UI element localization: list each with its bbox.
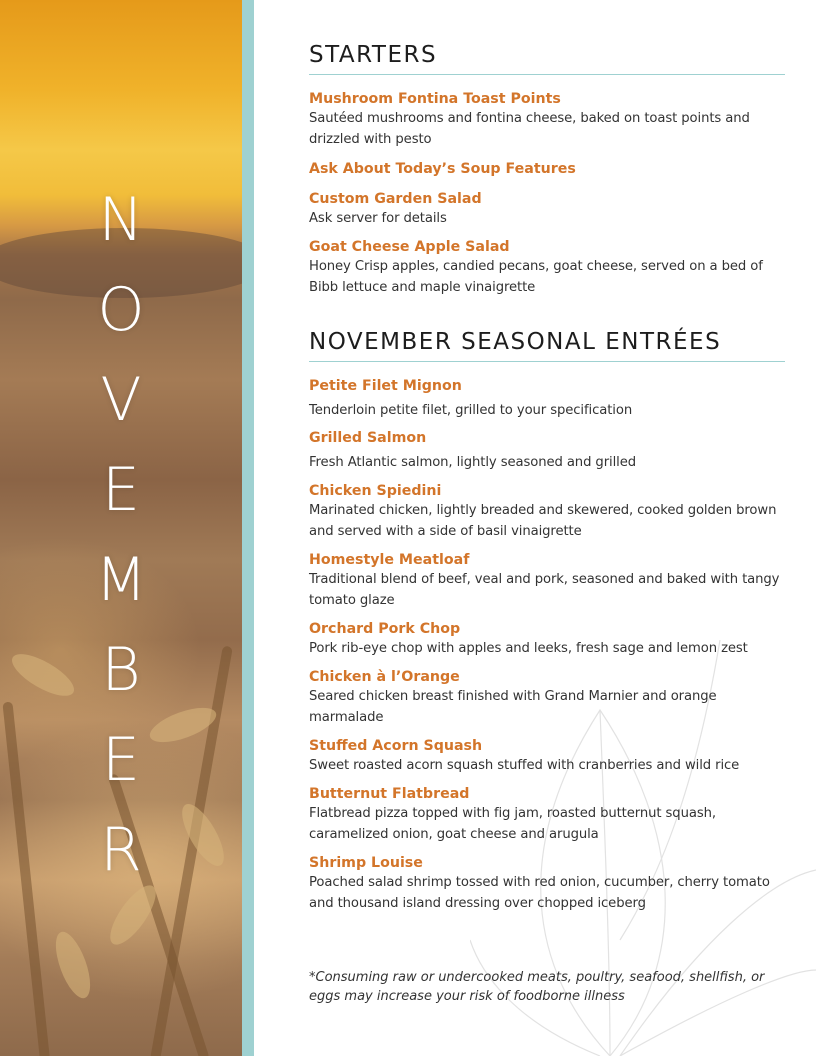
item-description: Sweet roasted acorn squash stuffed with cranberries and wild rice <box>309 758 740 773</box>
entrees-heading: NOVEMBER SEASONAL ENTRÉES <box>309 329 785 362</box>
item-description: Flatbread pizza topped with fig jam, roasted butternut squash, caramelized onion, goat cheese and arugula <box>309 806 716 842</box>
accent-stripe <box>242 0 254 1056</box>
item-description: Traditional blend of beef, veal and pork, seasoned and baked with tangy tomato glaze <box>309 572 780 608</box>
item-name: Orchard Pork Chop <box>309 621 461 637</box>
month-letter: V <box>100 365 142 435</box>
entree-item-meatloaf <box>309 551 785 611</box>
item-name: Butternut Flatbread <box>309 786 470 802</box>
item-description: Poached salad shrimp tossed with red onion, cucumber, cherry tomato and thousand island dressing over chopped iceberg <box>309 875 770 911</box>
entree-item-flatbread <box>309 785 785 845</box>
starter-item-soup <box>309 160 785 178</box>
month-letter: B <box>101 635 141 705</box>
month-letter: R <box>100 815 142 885</box>
month-letter: M <box>95 545 147 615</box>
item-description: Pork rib-eye chop with apples and leeks, fresh sage and lemon zest <box>309 641 748 656</box>
item-name: Petite Filet Mignon <box>309 378 462 394</box>
item-description: Seared chicken breast finished with Grand Marnier and orange marmalade <box>309 689 717 725</box>
item-name: Stuffed Acorn Squash <box>309 738 483 754</box>
entree-item-salmon <box>309 429 785 473</box>
entree-item-filet <box>309 377 785 421</box>
item-name: Chicken à l’Orange <box>309 669 460 685</box>
item-description: Sautéed mushrooms and fontina cheese, baked on toast points and drizzled with pesto <box>309 111 750 147</box>
item-description: Ask server for details <box>309 211 447 226</box>
item-description: Fresh Atlantic salmon, lightly seasoned and grilled <box>309 455 637 470</box>
entree-item-shrimp-louise <box>309 854 785 914</box>
food-safety-footnote: *Consuming raw or undercooked meats, poultry, seafood, shellfish, or eggs may increase your risk of foodborne illness <box>309 970 765 1004</box>
starter-item-mushroom <box>309 90 785 150</box>
entree-item-chicken-orange <box>309 668 785 728</box>
item-name: Homestyle Meatloaf <box>309 552 470 568</box>
item-description: Tenderloin petite filet, grilled to your specification <box>309 403 633 418</box>
starter-item-garden-salad <box>309 190 785 229</box>
item-name: Grilled Salmon <box>309 430 427 446</box>
month-letter: E <box>102 725 140 795</box>
item-description: Marinated chicken, lightly breaded and skewered, cooked golden brown and served with a side of basil vinaigrette <box>309 503 777 539</box>
item-name: Custom Garden Salad <box>309 191 482 207</box>
item-name: Chicken Spiedini <box>309 483 442 499</box>
entree-item-acorn-squash <box>309 737 785 776</box>
month-letter: O <box>97 275 145 345</box>
item-name: Goat Cheese Apple Salad <box>309 239 510 255</box>
item-name: Shrimp Louise <box>309 855 423 871</box>
wheat-head <box>49 928 97 1003</box>
entree-item-pork-chop <box>309 620 785 659</box>
item-name: Mushroom Fontina Toast Points <box>309 91 561 107</box>
month-letter: N <box>98 185 144 255</box>
starter-item-goat-cheese-salad <box>309 238 785 298</box>
menu-content <box>309 42 785 914</box>
month-letter: E <box>102 455 140 525</box>
entree-item-spiedini <box>309 482 785 542</box>
item-name: Ask About Today’s Soup Features <box>309 161 576 177</box>
wheat-field-photo <box>0 0 242 1056</box>
month-title <box>0 175 242 895</box>
item-description: Honey Crisp apples, candied pecans, goat cheese, served on a bed of Bibb lettuce and maple vinaigrette <box>309 259 763 295</box>
starters-heading: STARTERS <box>309 42 785 75</box>
